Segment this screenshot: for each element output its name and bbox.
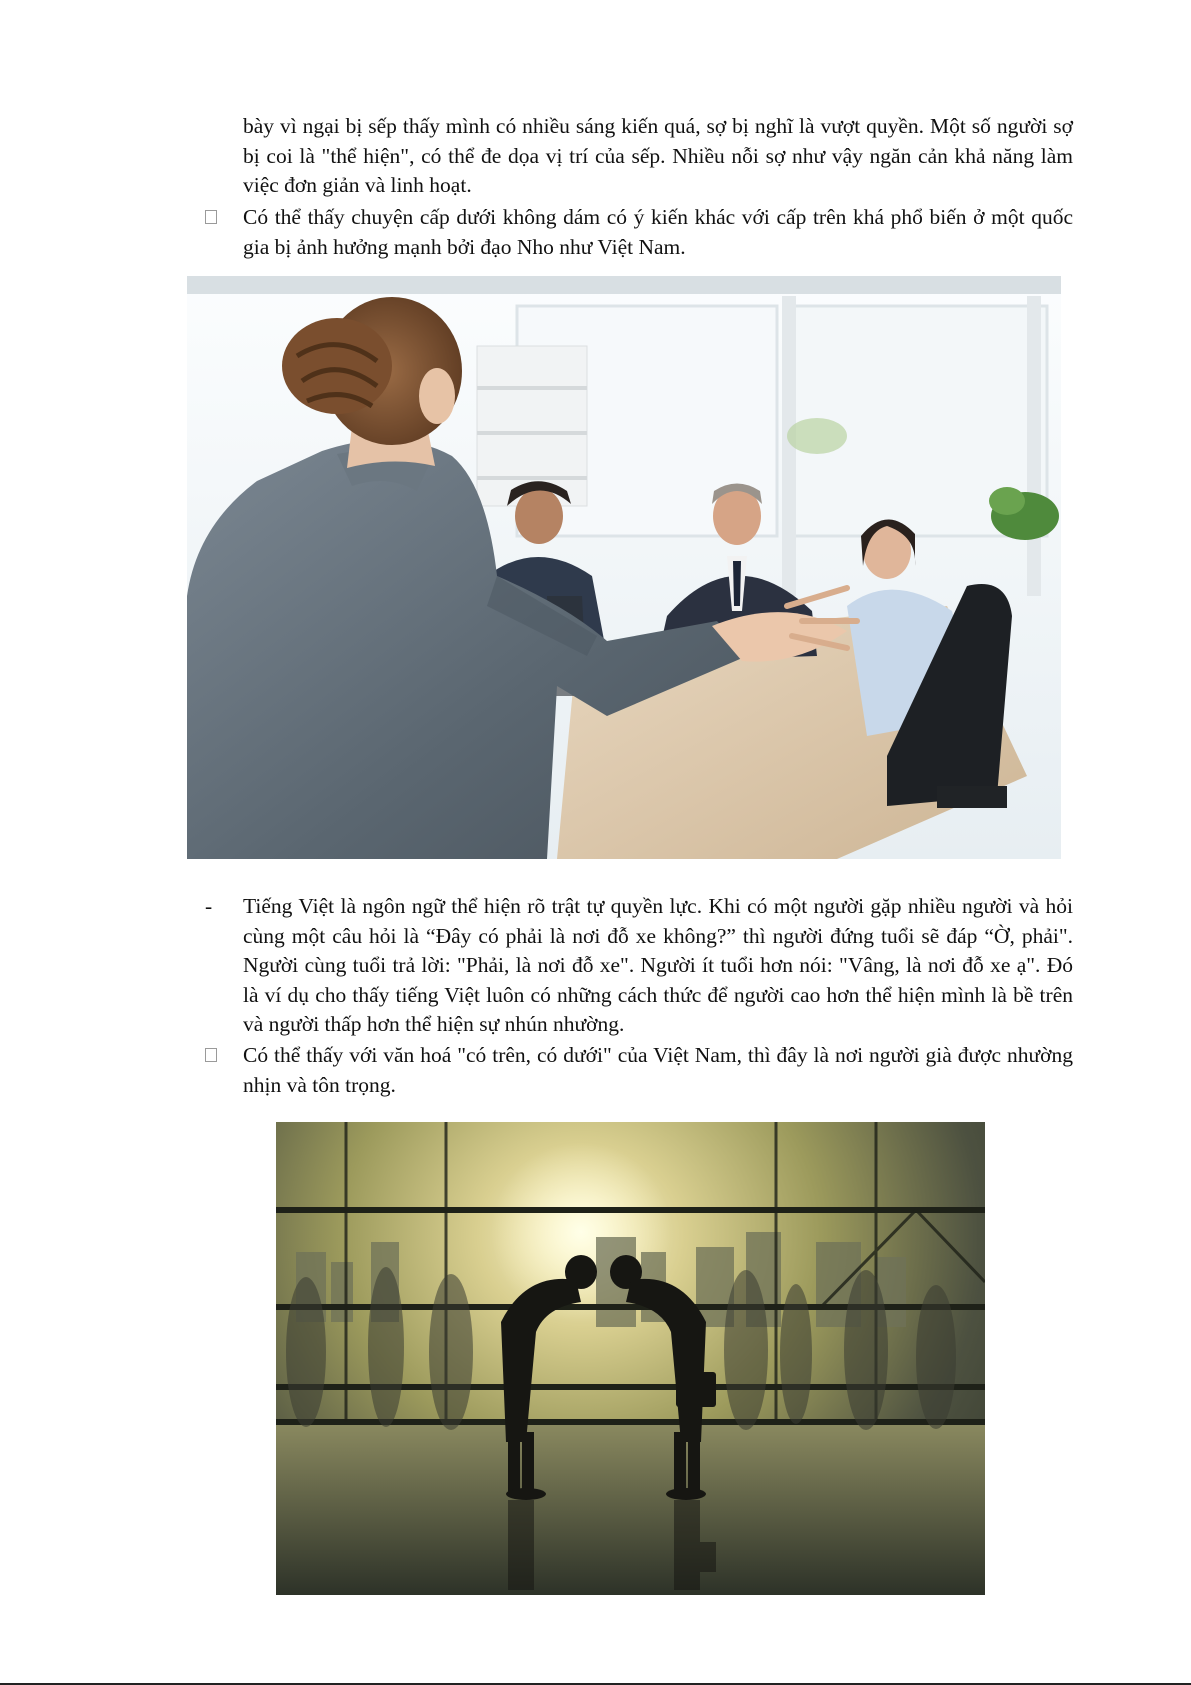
dash-marker: -	[205, 894, 213, 918]
bullet-text-1: Có thể thấy chuyện cấp dưới không dám có ý kiến khác với cấp trên khá phổ biến ở một quốc gia bị ảnh hưởng mạnh bởi đạo Nho như Việt Nam.	[243, 205, 1073, 259]
meeting-photo	[187, 276, 1061, 859]
bullet-box-icon	[205, 210, 217, 224]
dash-paragraph: Tiếng Việt là ngôn ngữ thể hiện rõ trật tự quyền lực. Khi có một người gặp nhiều người và hỏi cùng một câu hỏi là “Đây có phải là nơi đỗ xe không?” thì người đứng tuổi sẽ đáp “Ờ, phải". Người cùng tuổi trả lời: "Phải, là nơi đỗ xe". Người ít tuổi hơn nói: "Vâng, là nơi đỗ xe ạ". Đó là ví dụ cho thấy tiếng Việt luôn có những cách thức để người cao hơn thể hiện mình là bề trên và người thấp hơn thể hiện sự nhún nhường.	[243, 894, 1073, 1036]
bullet-box-icon	[205, 1048, 217, 1062]
bowing-photo	[276, 1122, 985, 1595]
bullet-text-2: Có thể thấy với văn hoá "có trên, có dưới" của Việt Nam, thì đây là nơi người già được nhường nhịn và tôn trọng.	[243, 1043, 1073, 1097]
paragraph-top: bày vì ngại bị sếp thấy mình có nhiều sáng kiến quá, sợ bị nghĩ là vượt quyền. Một số người sợ bị coi là "thể hiện", có thể đe dọa vị trí của sếp. Nhiều nỗi sợ như vậy ngăn cản khả năng làm việc đơn giản và linh hoạt.	[243, 114, 1073, 197]
meeting-illustration	[187, 276, 1061, 859]
bowing-illustration	[276, 1122, 985, 1595]
